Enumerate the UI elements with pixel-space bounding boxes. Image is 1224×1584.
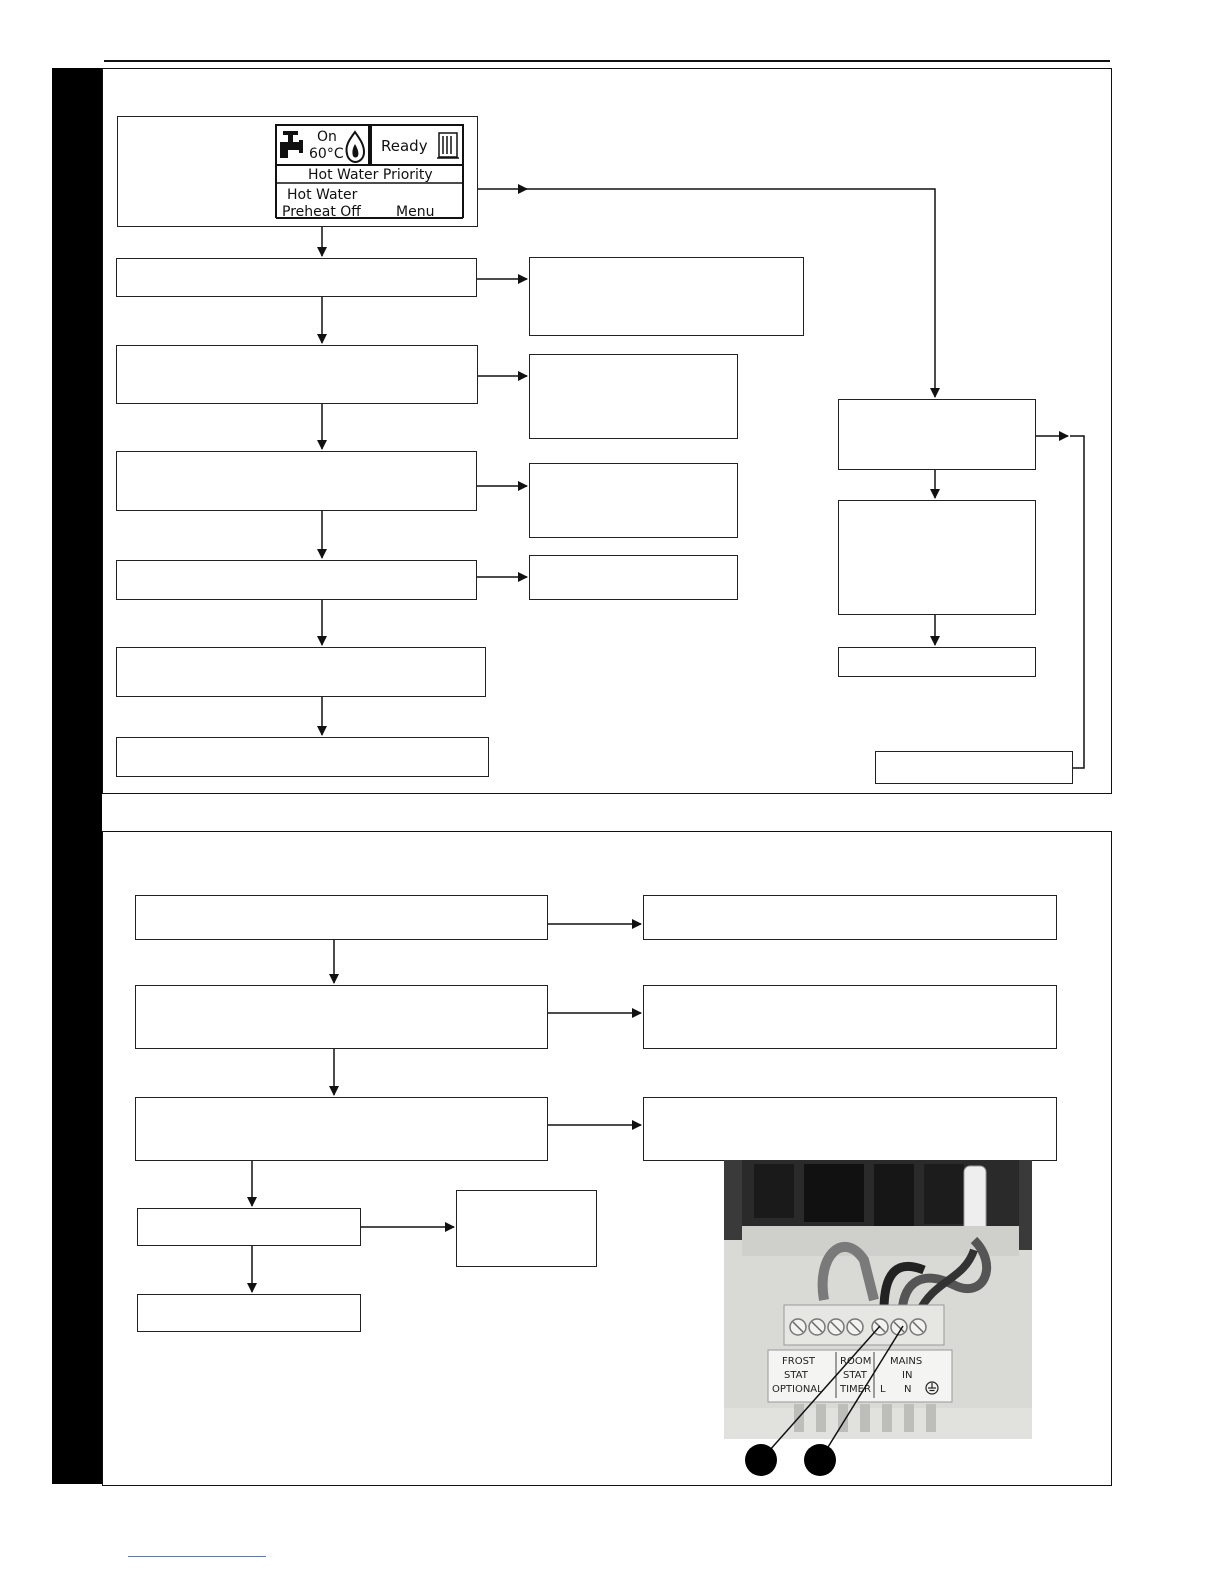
lcd-temperature: 60°C xyxy=(309,146,344,162)
label-room-stat: STAT xyxy=(843,1370,867,1381)
lcd-right-softkey: Menu xyxy=(396,204,435,220)
lcd-mode: Hot Water Priority xyxy=(308,167,433,183)
label-l: L xyxy=(880,1384,886,1395)
lcd-status-on: On xyxy=(317,129,337,145)
label-timer: TIMER xyxy=(840,1384,871,1395)
label-frost-stat: STAT xyxy=(784,1370,808,1381)
lcd-left-softkey-line1: Hot Water xyxy=(287,187,358,203)
label-n: N xyxy=(904,1384,912,1395)
label-frost: FROST xyxy=(782,1356,816,1367)
label-mains: MAINS xyxy=(890,1356,923,1367)
label-optional: OPTIONAL xyxy=(772,1384,823,1395)
callout-marker-2 xyxy=(804,1444,836,1476)
callout-marker-1 xyxy=(745,1444,777,1476)
lcd-left-softkey-line2: Preheat Off xyxy=(282,204,361,220)
label-in: IN xyxy=(902,1370,913,1381)
footer-link-underline xyxy=(128,1556,266,1557)
label-room: ROOM xyxy=(840,1356,872,1367)
lcd-ready: Ready xyxy=(381,137,428,155)
